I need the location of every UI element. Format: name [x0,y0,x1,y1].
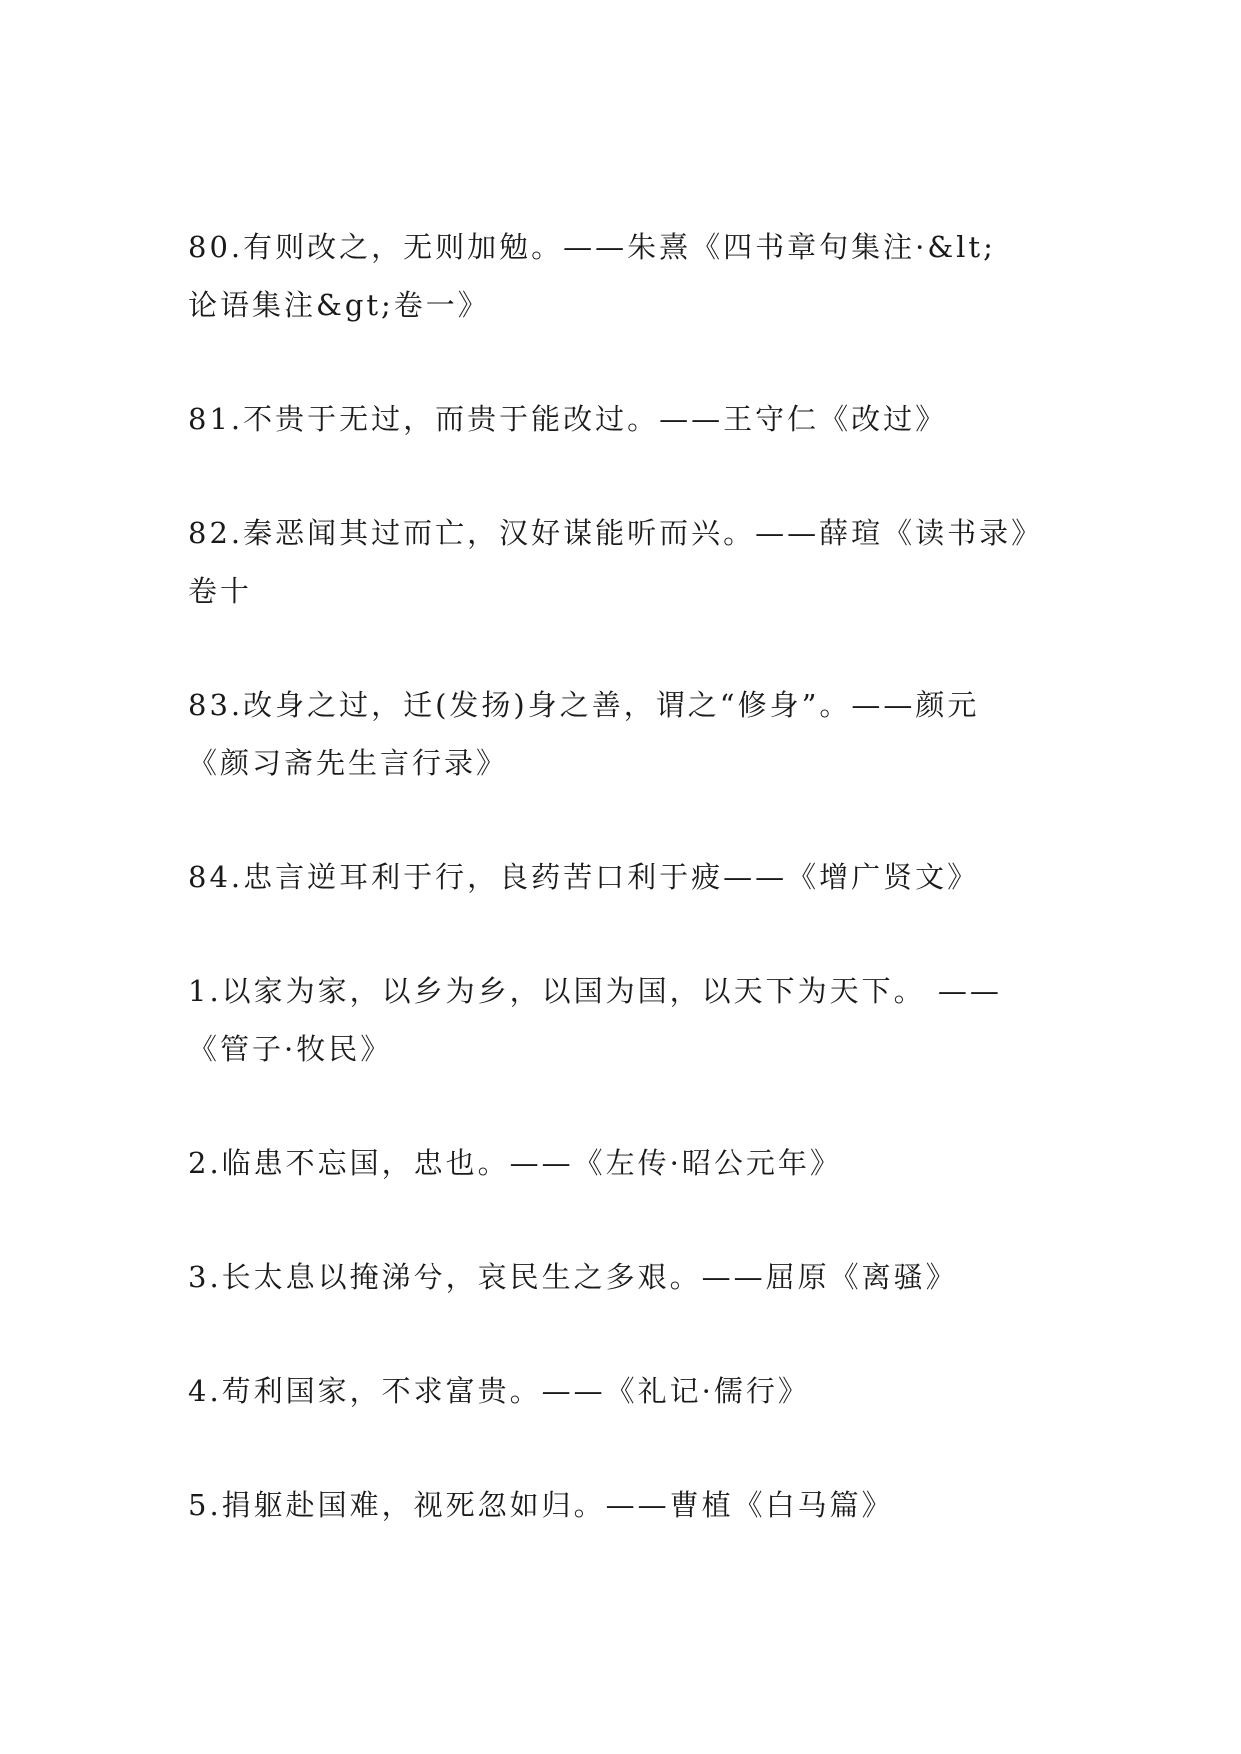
quote-4 [188,1362,1068,1420]
quote-2-line-1: 2.临患不忘国，忠也。——《左传·昭公元年》 [188,1146,842,1180]
quote-82 [188,504,1068,620]
quote-81-line-1: 81.不贵于无过，而贵于能改过。——王守仁《改过》 [188,402,948,436]
quote-81 [188,390,1068,448]
quote-2 [188,1134,1068,1192]
quote-80 [188,218,1068,334]
quote-3-line-1: 3.长太息以掩涕兮，哀民生之多艰。——屈原《离骚》 [188,1260,958,1294]
quote-80-line-2: 论语集注&gt;卷一》 [188,288,490,322]
quote-1-line-1: 1.以家为家，以乡为乡，以国为国，以天下为天下。 —— [188,974,1002,1008]
quote-1-line-2: 《管子·牧民》 [188,1032,393,1066]
quote-5 [188,1476,1068,1534]
quote-4-line-1: 4.苟利国家，不求富贵。——《礼记·儒行》 [188,1374,810,1408]
quote-84 [188,848,1068,906]
quote-5-line-1: 5.捐躯赴国难，视死忽如归。——曹植《白马篇》 [188,1488,894,1522]
quote-3 [188,1248,1068,1306]
quote-82-line-1: 82.秦恶闻其过而亡，汉好谋能听而兴。——薛瑄《读书录》 [188,516,1044,550]
quote-83 [188,676,1068,792]
quote-80-line-1: 80.有则改之，无则加勉。——朱熹《四书章句集注·&lt; [188,230,996,264]
quote-83-line-1: 83.改身之过，迁(发扬)身之善，谓之“修身”。——颜元 [188,688,980,722]
quote-82-line-2: 卷十 [188,574,253,608]
quote-84-line-1: 84.忠言逆耳利于行，良药苦口利于疲——《增广贤文》 [188,860,980,894]
quote-83-line-2: 《颜习斋先生言行录》 [188,746,509,780]
quote-1 [188,962,1068,1078]
